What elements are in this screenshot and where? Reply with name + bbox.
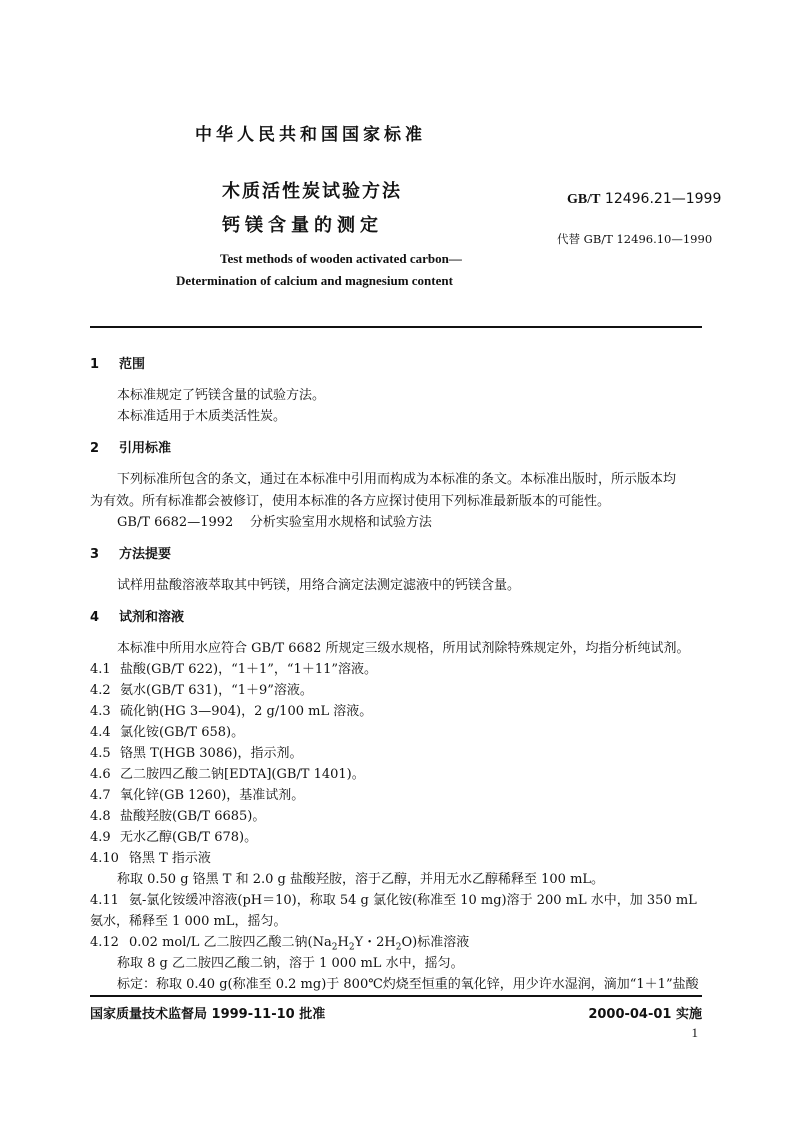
section-number: 4 bbox=[90, 610, 100, 625]
list-item: 4.1 盐酸(GB/T 622)，“1＋1”，“1＋11”溶液。 bbox=[90, 662, 378, 677]
section-3-line1: 试样用盐酸溶液萃取其中钙镁，用络合滴定法测定滤液中的钙镁含量。 bbox=[117, 578, 521, 593]
item-4-12-line1: 称取 8 g 乙二胺四乙酸二钠，溶于 1 000 mL 水中，摇匀。 bbox=[117, 956, 464, 971]
section-number: 1 bbox=[90, 357, 100, 372]
section-2-line2: 为有效。所有标准都会被修订，使用本标准的各方应探讨使用下列标准最新版本的可能性。 bbox=[90, 494, 611, 509]
country-standard-heading: 中华人民共和国国家标准 bbox=[195, 125, 426, 145]
list-item: 4.2 氨水(GB/T 631)，“1＋9”溶液。 bbox=[90, 683, 313, 698]
section-2-line1: 下列标准所包含的条文，通过在本标准中引用而构成为本标准的条文。本标准出版时，所示版本均 bbox=[117, 472, 677, 487]
list-item: 4.4 氯化铵(GB/T 658)。 bbox=[90, 725, 245, 740]
section-1-heading bbox=[90, 353, 145, 372]
section-2-reference: GB/T 6682—1992 分析实验室用水规格和试验方法 bbox=[117, 515, 432, 530]
list-item: 4.5 铬黑 T(HGB 3086)，指示剂。 bbox=[90, 746, 303, 761]
item-4-11: 4.11 氨-氯化铵缓冲溶液(pH＝10)，称取 54 g 氯化铵(称准至 10 mg)溶于 200 mL 水中，加 350 mL bbox=[90, 893, 697, 908]
section-1-line1: 本标准规定了钙镁含量的试验方法。 bbox=[117, 388, 326, 403]
list-item: 4.7 氧化锌(GB 1260)，基准试剂。 bbox=[90, 788, 305, 803]
section-number: 2 bbox=[90, 441, 100, 456]
section-1-line2: 本标准适用于木质类活性炭。 bbox=[117, 409, 287, 424]
list-item: 4.8 盐酸羟胺(GB/T 6685)。 bbox=[90, 809, 266, 824]
item-4-12-line2: 标定：称取 0.40 g(称准至 0.2 mg)于 800℃灼烧至恒重的氧化锌，用少许水湿润，滴加“1＋1”盐酸 bbox=[117, 977, 699, 992]
list-item: 4.6 乙二胺四乙酸二钠[EDTA](GB/T 1401)。 bbox=[90, 767, 365, 782]
section-title: 引用标准 bbox=[119, 441, 172, 456]
implementation-date: 2000-04-01 实施 bbox=[588, 1007, 702, 1022]
section-title: 试剂和溶液 bbox=[119, 610, 185, 625]
section-4-intro: 本标准中所用水应符合 GB/T 6682 所规定三级水规格，所用试剂除特殊规定外，均指分析纯试剂。 bbox=[117, 641, 690, 656]
item-4-12: 4.12 0.02 mol/L 乙二胺四乙酸二钠($Na_2H_2Y$・$2H_2O$)标准溶液 bbox=[90, 935, 470, 953]
list-item: 4.9 无水乙醇(GB/T 678)。 bbox=[90, 830, 258, 845]
document-title-line1: 木质活性炭试验方法 bbox=[222, 181, 402, 202]
item-4-10-body: 称取 0.50 g 铬黑 T 和 2.0 g 盐酸羟胺，溶于乙醇，并用无水乙醇稀释至 100 mL。 bbox=[117, 872, 605, 887]
document-title-line2: 钙镁含量的测定 bbox=[222, 215, 383, 236]
english-title-line2: Determination of calcium and magnesium content bbox=[176, 273, 453, 288]
section-title: 范围 bbox=[119, 357, 146, 372]
issued-by: 国家质量技术监督局 1999-11-10 批准 bbox=[90, 1007, 326, 1022]
header-divider bbox=[90, 326, 702, 328]
section-3-heading bbox=[90, 543, 171, 562]
section-2-heading bbox=[90, 437, 171, 456]
standard-number bbox=[567, 191, 721, 208]
standard-code: 12496.21—1999 bbox=[604, 191, 722, 207]
footer-divider bbox=[90, 995, 702, 997]
page-number: 1 bbox=[691, 1025, 698, 1040]
section-title: 方法提要 bbox=[119, 547, 172, 562]
item-4-11-line2: 氨水，稀释至 1 000 mL，摇匀。 bbox=[90, 914, 287, 929]
list-item: 4.10 铬黑 T 指示液 bbox=[90, 851, 211, 866]
standard-prefix: GB/T bbox=[567, 192, 601, 207]
section-4-heading bbox=[90, 606, 184, 625]
list-item: 4.3 硫化钠(HG 3—904)，2 g/100 mL 溶液。 bbox=[90, 704, 373, 719]
english-title-line1: Test methods of wooden activated carbon— bbox=[220, 251, 462, 266]
replaces-standard: 代替 GB/T 12496.10—1990 bbox=[557, 232, 713, 246]
section-number: 3 bbox=[90, 547, 100, 562]
